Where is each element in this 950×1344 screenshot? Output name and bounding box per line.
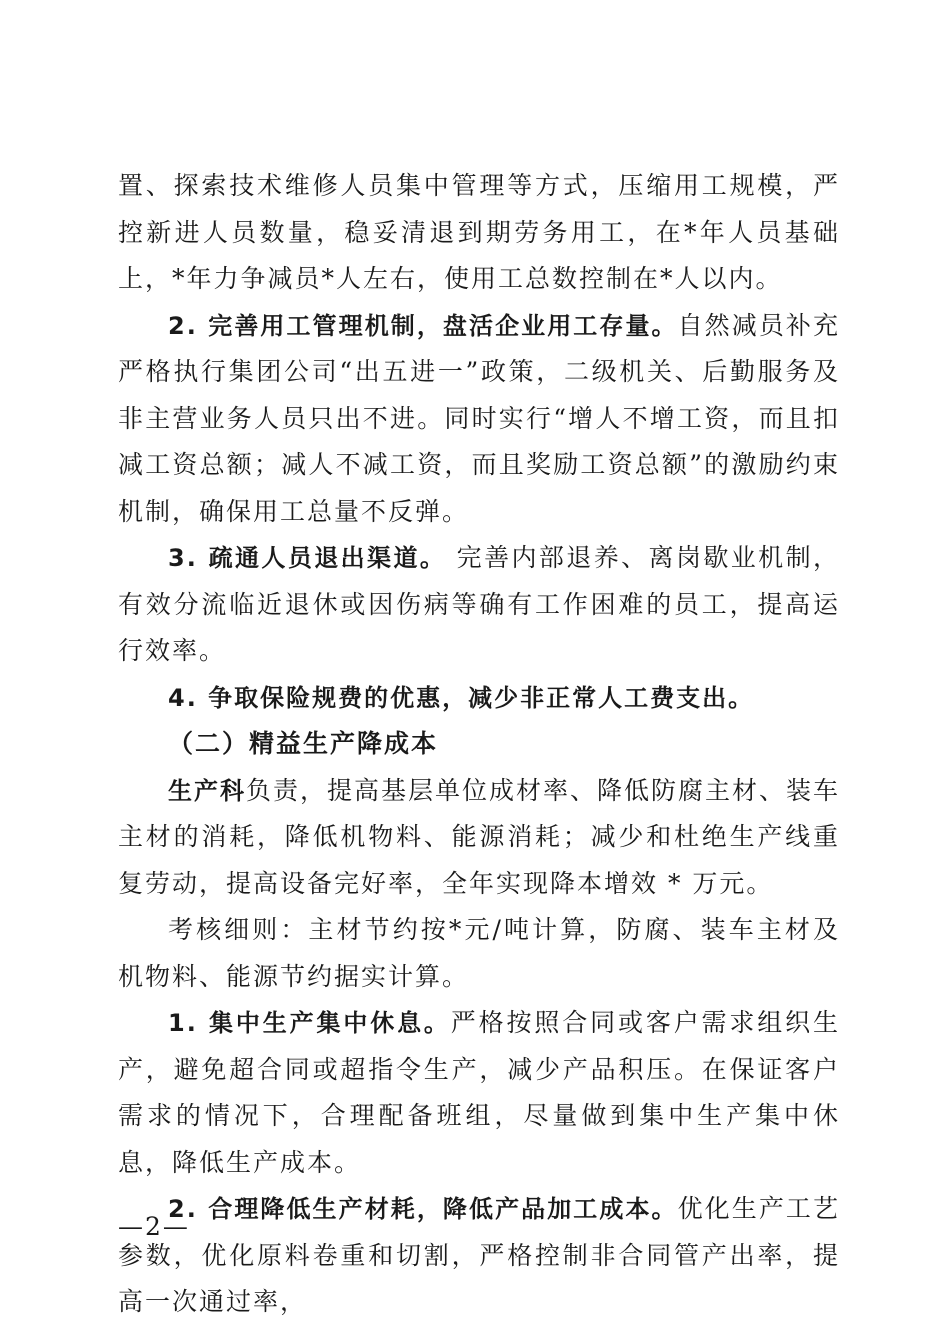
paragraph-text: 完善内部退养、离岗歇业机制，有效分流临近退休或因伤病等确有工作困难的员工，提高运行效率。 — [118, 543, 841, 665]
page-number: —2— — [118, 1212, 190, 1241]
paragraph-assessment — [118, 907, 840, 1000]
paragraph-heading: 1. 集中生产集中休息。 — [168, 1009, 451, 1037]
paragraph-item-2b — [118, 1186, 840, 1326]
paragraph-text: 优化生产工艺参数，优化原料卷重和切割，严格控制非合同管产出率，提高一次通过率， — [118, 1194, 840, 1316]
paragraph-item-3 — [118, 535, 840, 675]
paragraph-heading: 4. 争取保险规费的优惠，减少非正常人工费支出。 — [168, 683, 755, 712]
document-body — [118, 163, 840, 1326]
paragraph-text: 严格按照合同或客户需求组织生产，避免超合同或超指令生产，减少产品积压。在保证客户需求的情况下，合理配备班组，尽量做到集中生产集中休息，降低生产成本。 — [118, 1008, 840, 1177]
paragraph-item-2 — [118, 303, 840, 536]
paragraph-item-1 — [118, 1000, 840, 1186]
paragraph-item-4 — [118, 675, 840, 722]
paragraph-heading: 3. 疏通人员退出渠道。 — [168, 544, 447, 572]
paragraph-continuation — [118, 163, 840, 303]
section-heading: （二）精益生产降成本 — [168, 729, 439, 758]
paragraph-text: 负责，提高基层单位成材率、降低防腐主材、装车主材的消耗，降低机物料、能源消耗；减少和杜绝生产线重复劳动，提高设备完好率，全年实现降本增效 * 万元。 — [118, 775, 841, 898]
paragraph-text: 自然减员补充严格执行集团公司“出五进一”政策，二级机关、后勤服务及非主营业务人员只出不进。同时实行“增人不增工资，而且扣减工资总额；减人不减工资，而且奖励工资总额”的激励约束机制，确保用工总量不反弹。 — [118, 310, 840, 526]
paragraph-heading: 2. 完善用工管理机制，盘活企业用工存量。 — [168, 311, 678, 340]
department-name: 生产科 — [168, 776, 246, 805]
paragraph-responsibility — [118, 768, 840, 908]
paragraph-heading: 2. 合理降低生产材耗，降低产品加工成本。 — [168, 1195, 678, 1223]
paragraph-text: 置、探索技术维修人员集中管理等方式，压缩用工规模，严控新进人员数量，稳妥清退到期劳务用工，在*年人员基础上，*年力争减员*人左右，使用工总数控制在*人以内。 — [118, 171, 840, 293]
paragraph-text: 考核细则：主材节约按*元/吨计算，防腐、装车主材及机物料、能源节约据实计算。 — [118, 915, 840, 991]
